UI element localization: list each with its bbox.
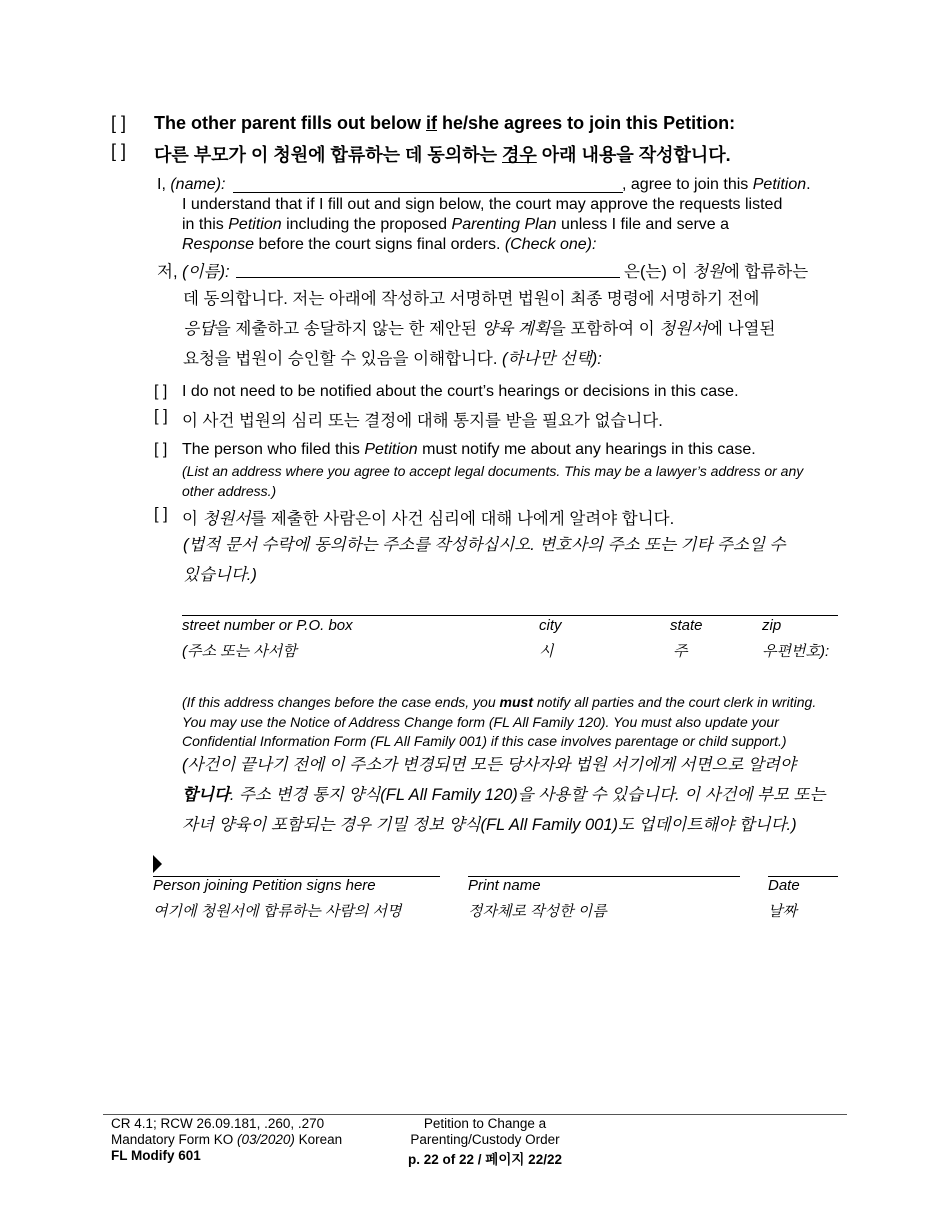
option-notify-kr-note: (법적 문서 수락에 동의하는 주소를 작성하십시오. 변호사의 주소 또는 기타 주소일 수 있습니다.) xyxy=(183,536,786,584)
street-label-kr: (주소 또는 사서함 xyxy=(182,643,297,660)
agreement-en-line1: I, (name): xyxy=(157,176,226,193)
date-label: Date xyxy=(768,877,800,894)
footer-center: Petition to Change a Parenting/Custody Order p. 22 of 22 / 페이지 22/22 xyxy=(408,1116,562,1167)
name-field-line[interactable] xyxy=(233,192,623,193)
agreement-kr-line1: 저, (이름): xyxy=(157,263,230,281)
signature-label: Person joining Petition signs here xyxy=(153,877,376,894)
checkbox-join-en[interactable]: [ ] xyxy=(111,113,127,133)
agreement-en-join: , agree to join this Petition. xyxy=(622,176,811,193)
option-notify-en-note: (List an address where you agree to accept legal documents. This may be a lawyer’s address or any other address.) xyxy=(182,463,804,499)
address-change-note-kr: (사건이 끝나기 전에 이 주소가 변경되면 모든 당사자와 법원 서기에게 서면으로 알려야 합니다. 주소 변경 통지 양식(FL All Family 120)을 사용할 수 있습니다. 이 사건에 부모 또는 자녀 양육이 포함되는 경우 기밀 정보 양식(FL All Family 001)도 업데이트해야 합니다.) xyxy=(182,756,826,834)
checkbox-no-notify[interactable]: [ ] xyxy=(154,383,168,400)
state-label-kr: 주 xyxy=(673,643,688,660)
checkbox-no-notify-kr[interactable]: [ ] xyxy=(154,407,168,425)
checkbox-join-kr[interactable]: [ ] xyxy=(111,141,127,161)
heading-en: The other parent fills out below if he/she agrees to join this Petition: xyxy=(154,113,736,133)
agreement-kr-body: 데 동의합니다. 저는 아래에 작성하고 서명하면 법원이 최종 명령에 서명하기 전에 응답을 제출하고 송달하지 않는 한 제안된 양육 계획을 포함하여 이 청원서에 나열된 요청을 법원이 승인할 수 있음을 이해합니다. (하나만 선택): xyxy=(183,290,776,368)
option-notify-en: The person who filed this Petition must notify me about any hearings in this case. xyxy=(182,441,756,458)
option-no-notify-kr: 이 사건 법원의 심리 또는 결정에 대해 통지를 받을 필요가 없습니다. xyxy=(182,412,663,430)
print-name-label-kr: 정자체로 작성한 이름 xyxy=(468,903,607,920)
name-field-line-kr[interactable] xyxy=(236,277,620,278)
checkbox-notify-kr[interactable]: [ ] xyxy=(154,505,168,523)
zip-label-kr: 우편번호): xyxy=(762,643,830,660)
agreement-en-body: I understand that if I fill out and sign below, the court may approve the requests listed in this Petition including the proposed Parenting Plan unless I file and serve a Response before the court signs final orders. (Check one): xyxy=(182,196,783,253)
signature-label-kr: 여기에 청원서에 합류하는 사람의 서명 xyxy=(153,903,402,920)
heading-kr: 다른 부모가 이 청원에 합류하는 데 동의하는 경우 아래 내용을 작성합니다. xyxy=(154,145,731,165)
checkbox-notify[interactable]: [ ] xyxy=(154,441,168,458)
city-label-kr: 시 xyxy=(539,643,554,660)
street-label: street number or P.O. box xyxy=(182,617,353,634)
address-field-line[interactable] xyxy=(182,615,838,616)
option-no-notify-en: I do not need to be notified about the court’s hearings or decisions in this case. xyxy=(182,383,739,400)
city-label: city xyxy=(539,617,562,634)
date-label-kr: 날짜 xyxy=(768,903,797,920)
sign-here-arrow-icon xyxy=(153,855,162,873)
footer-rule xyxy=(103,1114,847,1115)
print-name-label: Print name xyxy=(468,877,541,894)
option-notify-kr: 이 청원서를 제출한 사람은이 사건 심리에 대해 나에게 알려야 합니다. xyxy=(182,510,675,528)
state-label: state xyxy=(670,617,703,634)
footer-left: CR 4.1; RCW 26.09.181, .260, .270 Mandatory Form KO (03/2020) Korean FL Modify 601 xyxy=(111,1116,343,1163)
address-change-note-en: (If this address changes before the case ends, you must notify all parties and the court clerk in writing. You may use the Notice of Address Change form (FL All Family 120). You must also update your Confidential Information Form (FL All Family 001) if this case involves parentage or child support.) xyxy=(182,694,817,749)
zip-label: zip xyxy=(762,617,782,634)
agreement-kr-join: 은(는) 이 청원에 합류하는 xyxy=(624,263,809,281)
